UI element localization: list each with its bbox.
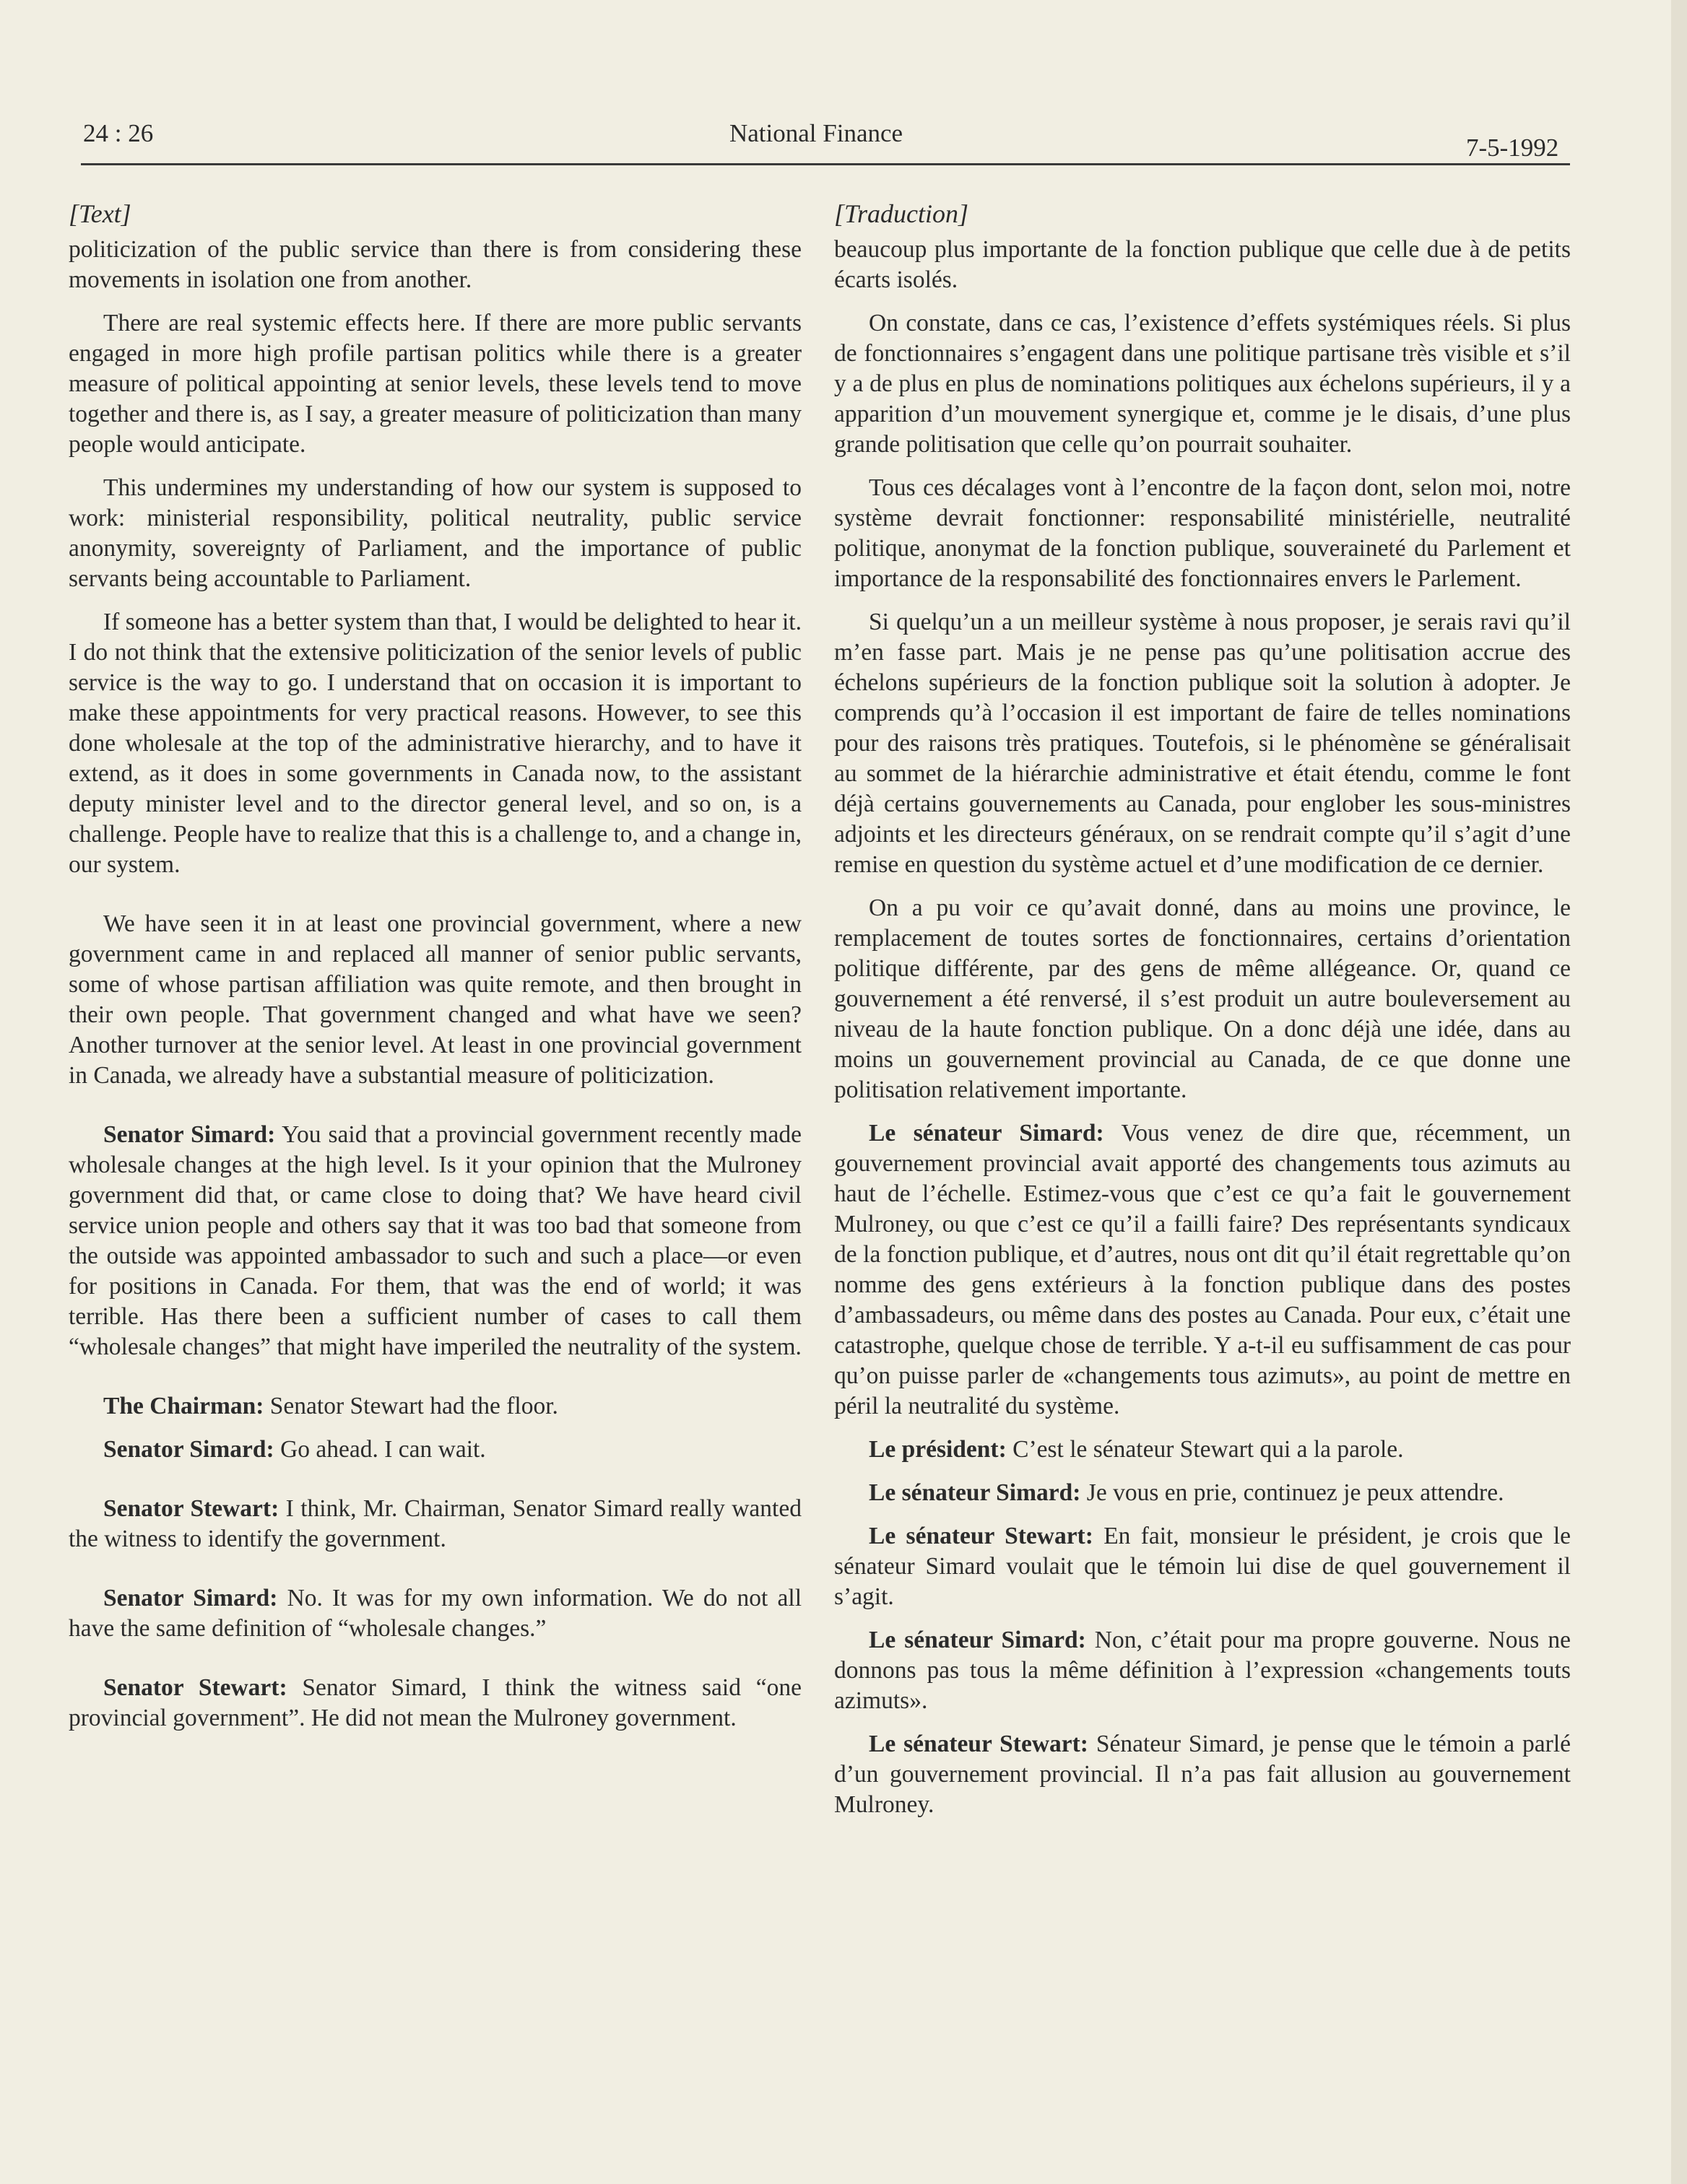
paragraph: Tous ces décalages vont à l’encontre de la façon dont, selon moi, notre système devrait fonctionner: responsabilité ministérielle, neutralité politique, anonymat de la fonction publique, souveraineté du Parlement et importance de la responsabilité des fonctionnaires envers le Parlement. bbox=[834, 474, 1571, 592]
text-marker: [Text] bbox=[69, 199, 131, 228]
speaker-name: Le sénateur Simard: bbox=[869, 1479, 1081, 1506]
speaker-paragraph: Senator Simard: You said that a provincial government recently made wholesale changes at the high level. Is it your opinion that the Mulroney government did that, or came close to doing that? We have heard civil service union people and others say that it was too bad that someone from the outside was appointed ambassador to such and such a place—or even for positions in Canada. For them, that was the end of world; it was terrible. Has there been a sufficient number of cases to call them “wholesale changes” that might have imperiled the neutrality of the system. bbox=[69, 1121, 802, 1360]
paragraph: On a pu voir ce qu’avait donné, dans au moins une province, le remplacement de toutes sortes de fonctionnaires, certains d’orientation politique différente, par des gens de même allégeance. Or, quand ce gouvernement a été renversé, il s’est produit un autre bouleversement au niveau de la haute fonction publique. On a donc déjà une idée, dans au moins un gouvernement provincial au Canada, de ce que donne une politisation relativement importante. bbox=[834, 895, 1571, 1103]
speaker-name: Senator Simard: bbox=[103, 1121, 276, 1148]
paragraph: There are real systemic effects here. If there are more public servants engaged in more high profile partisan politics while there is a greater measure of political appointing at senior levels, these levels tend to move together and there is, as I say, a greater measure of politicization than many people would anticipate. bbox=[69, 310, 802, 458]
traduction-marker: [Traduction] bbox=[834, 199, 969, 228]
speaker-name: Le sénateur Simard: bbox=[869, 1120, 1104, 1147]
speaker-name: Le sénateur Stewart: bbox=[869, 1731, 1088, 1757]
speaker-name: Senator Stewart: bbox=[103, 1674, 287, 1701]
speaker-paragraph: Senator Simard: No. It was for my own information. We do not all have the same definition of “wholesale changes.” bbox=[69, 1585, 802, 1642]
speaker-name: Senator Simard: bbox=[103, 1436, 274, 1463]
paragraph: On constate, dans ce cas, l’existence d’effets systémiques réels. Si plus de fonctionnaires s’engagent dans une politique partisane très visible et s’il y a de plus en plus de nominations politiques aux échelons supérieurs, il y a apparition d’un mouvement synergique et, comme je le disais, d’une plus grande politisation que celle qu’on pourrait souhaiter. bbox=[834, 310, 1571, 458]
paragraph: politicization of the public service than there is from considering these movements in isolation one from another. bbox=[69, 236, 802, 293]
speaker-name: The Chairman: bbox=[103, 1393, 264, 1419]
binding-edge bbox=[1671, 0, 1687, 2184]
paragraph: If someone has a better system than that, I would be delighted to hear it. I do not think that the extensive politicization of the senior levels of public service is the way to go. I understand that on occasion it is important to make these appointments for very practical reasons. However, to see this done wholesale at the top of the administrative hierarchy, and to have it extend, as it does in some governments in Canada now, to the assistant deputy minister level and to the director general level, and so on, is a challenge. People have to realize that this is a challenge to, and a change in, our system. bbox=[69, 609, 802, 878]
speaker-name: Le président: bbox=[869, 1436, 1007, 1463]
speaker-name: Senator Simard: bbox=[103, 1585, 278, 1611]
speaker-paragraph: Le sénateur Stewart: Sénateur Simard, je pense que le témoin a parlé d’un gouvernement provincial. Il n’a pas fait allusion au gouvernement Mulroney. bbox=[834, 1731, 1571, 1818]
speaker-paragraph: The Chairman: Senator Stewart had the floor. bbox=[103, 1393, 558, 1419]
speaker-paragraph: Senator Stewart: Senator Simard, I think the witness said “one provincial government”. He did not mean the Mulroney government. bbox=[69, 1674, 802, 1731]
speaker-name: Le sénateur Simard: bbox=[869, 1627, 1086, 1653]
english-column bbox=[69, 199, 802, 1746]
speaker-paragraph: Senator Stewart: I think, Mr. Chairman, Senator Simard really wanted the witness to identify the government. bbox=[69, 1495, 802, 1552]
page-number: 24 : 26 bbox=[83, 119, 154, 147]
paragraph: This undermines my understanding of how our system is supposed to work: ministerial responsibility, political neutrality, public service anonymity, sovereignty of Parliament, and the importance of public servants being accountable to Parliament. bbox=[69, 474, 802, 592]
paragraph: We have seen it in at least one provincial government, where a new government came in and replaced all manner of senior public servants, some of whose partisan affiliation was quite remote, and then brought in their own people. That government changed and what have we seen? Another turnover at the senior level. At least in one provincial government in Canada, we already have a substantial measure of politicization. bbox=[69, 910, 802, 1089]
french-column bbox=[834, 199, 1571, 1833]
speaker-name: Le sénateur Stewart: bbox=[869, 1523, 1093, 1549]
speaker-paragraph: Le président: C’est le sénateur Stewart qui a la parole. bbox=[869, 1436, 1404, 1463]
committee-title: National Finance bbox=[729, 119, 903, 147]
paragraph: beaucoup plus importante de la fonction publique que celle due à de petits écarts isolés. bbox=[834, 236, 1571, 293]
paragraph: Si quelqu’un a un meilleur système à nous proposer, je serais ravi qu’il m’en fasse part. Mais je ne pense pas qu’une politisation accrue des échelons supérieurs de la fonction publique soit la solution à adopter. Je comprends qu’à l’occasion il est important de faire de telles nominations pour des raisons très pratiques. Toutefois, si le phénomène se généralisait au sommet de la hiérarchie administrative et était étendu, comme le font déjà certains gouvernements au Canada, pour englober les sous-ministres adjoints et les directeurs généraux, on se rendrait compte qu’il s’agit d’une remise en question du système actuel et d’une modification de ce dernier. bbox=[834, 609, 1571, 878]
header-rule bbox=[81, 163, 1570, 165]
speaker-paragraph: Senator Simard: Go ahead. I can wait. bbox=[103, 1436, 486, 1463]
speaker-name: Senator Stewart: bbox=[103, 1495, 279, 1522]
speaker-paragraph: Le sénateur Simard: Non, c’était pour ma propre gouverne. Nous ne donnons pas tous la même définition à l’expression «changements touts azimuts». bbox=[834, 1627, 1571, 1714]
speaker-paragraph: Le sénateur Stewart: En fait, monsieur le président, je crois que le sénateur Simard voulait que le témoin lui dise de quel gouvernement il s’agit. bbox=[834, 1523, 1571, 1610]
page-date: 7-5-1992 bbox=[1466, 134, 1559, 162]
speaker-paragraph: Le sénateur Simard: Vous venez de dire que, récemment, un gouvernement provincial avait apporté des changements tous azimuts au haut de l’échelle. Estimez-vous que c’est ce qu’a fait le gouvernement Mulroney, ou que c’est ce qu’il a failli faire? Des représentants syndicaux de la fonction publique, et d’autres, nous ont dit qu’il était regrettable qu’on nomme des gens extérieurs à la fonction publique dans des postes d’ambassadeurs, ou même dans des postes au Canada. Pour eux, c’était une catastrophe, quelque chose de terrible. Y a-t-il eu suffisamment de cas pour qu’on puisse parler de «changements tous azimuts», au point de mettre en péril la neutralité du système. bbox=[834, 1120, 1571, 1419]
speaker-paragraph: Le sénateur Simard: Je vous en prie, continuez je peux attendre. bbox=[869, 1479, 1504, 1506]
